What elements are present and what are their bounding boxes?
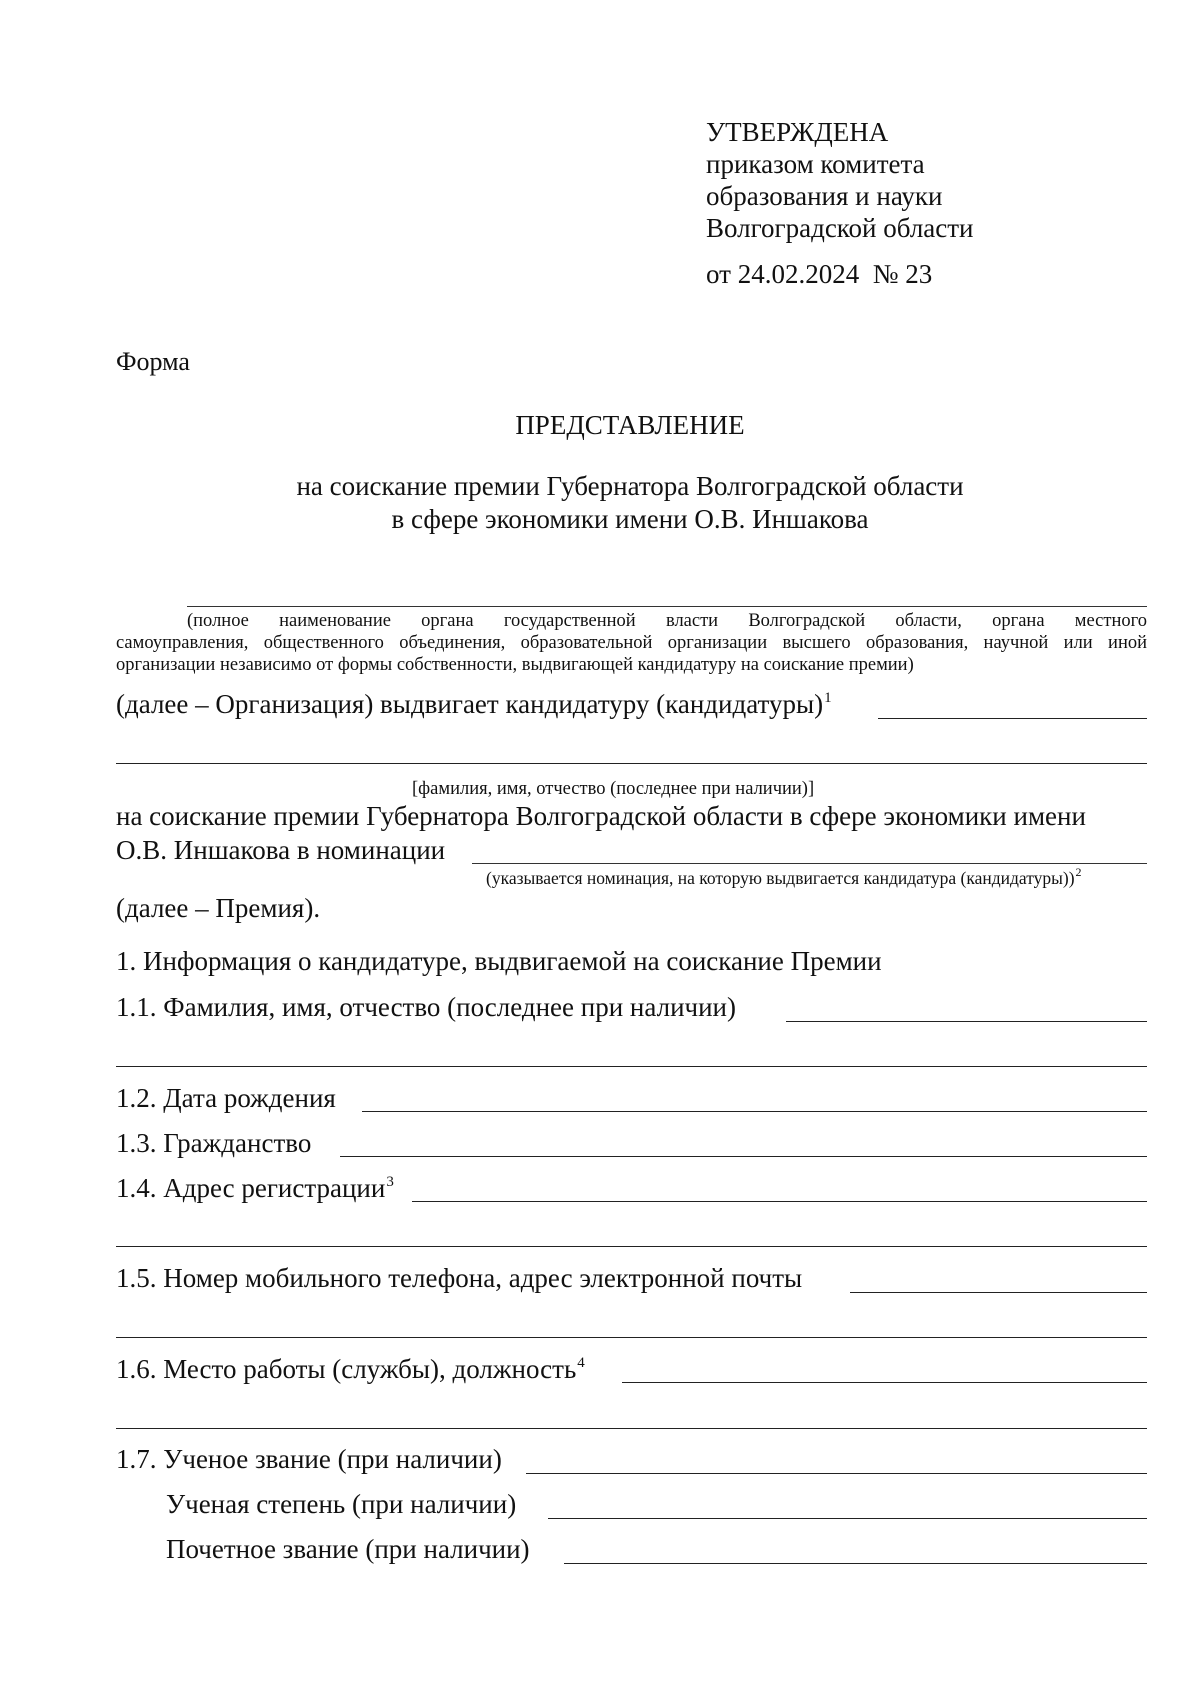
field-1-4-label: 1.4. Адрес регистрации$^3$ bbox=[116, 1173, 394, 1203]
field-1-7-label: 1.7. Ученое звание (при наличии) bbox=[116, 1444, 502, 1474]
field-1-2-line[interactable] bbox=[362, 1111, 1147, 1112]
field-1-6-line[interactable] bbox=[622, 1382, 1147, 1383]
document-title: ПРЕДСТАВЛЕНИЕ bbox=[515, 410, 745, 440]
nomination-line bbox=[472, 863, 1147, 864]
footnote-marker: 4 bbox=[577, 1355, 585, 1371]
field-1-5-label: 1.5. Номер мобильного телефона, адрес электронной почты bbox=[116, 1263, 803, 1293]
field-1-6-label: 1.6. Место работы (службы), должность$^4$ bbox=[116, 1354, 585, 1384]
organization-hint-line2: самоуправления, общественного объединения, образовательной организации высшего образования, научной или иной bbox=[116, 633, 1147, 653]
field-1-7-line[interactable] bbox=[526, 1473, 1147, 1474]
field-1-5-line[interactable] bbox=[850, 1292, 1147, 1293]
field-1-1-line[interactable] bbox=[786, 1021, 1147, 1022]
section-1-heading: 1. Информация о кандидатуре, выдвигаемой на соискание Премии bbox=[116, 946, 882, 976]
field-1-3-label: 1.3. Гражданство bbox=[116, 1128, 312, 1158]
field-1-6-line-2[interactable] bbox=[116, 1428, 1147, 1429]
nominates-text: (далее – Организация) выдвигает кандидатуру (кандидатуры)$^1$ bbox=[116, 689, 832, 719]
field-1-7c-line[interactable] bbox=[564, 1563, 1147, 1564]
organization-hint-line3: организации независимо от формы собственности, выдвигающей кандидатуру на соискание премии) bbox=[116, 655, 914, 675]
approval-date-number: от 24.02.2024 № 23 bbox=[706, 259, 933, 289]
prize-line1: на соискание премии Губернатора Волгоградской области в сфере экономики имени bbox=[116, 801, 1086, 831]
candidate-line bbox=[878, 718, 1147, 719]
field-1-4-line[interactable] bbox=[412, 1201, 1147, 1202]
approval-line: образования и науки bbox=[706, 181, 943, 211]
footnote-marker: 1 bbox=[824, 690, 832, 706]
form-label: Форма bbox=[116, 347, 190, 376]
field-1-7b-line[interactable] bbox=[548, 1518, 1147, 1519]
field-1-1-line-2[interactable] bbox=[116, 1066, 1147, 1067]
prize-line3: (далее – Премия). bbox=[116, 893, 321, 923]
field-1-7c-label: Почетное звание (при наличии) bbox=[166, 1534, 530, 1564]
nomination-hint: (указывается номинация, на которую выдвигается кандидатура (кандидатуры))$^2$ bbox=[486, 865, 1082, 888]
organization-name-line bbox=[187, 606, 1147, 607]
footnote-marker: 3 bbox=[386, 1174, 394, 1190]
footnote-marker: 2 bbox=[1075, 865, 1082, 879]
document-subtitle-line2: в сфере экономики имени О.В. Иншакова bbox=[391, 504, 869, 534]
field-1-3-line[interactable] bbox=[340, 1156, 1147, 1157]
approval-line: приказом комитета bbox=[706, 149, 925, 179]
field-1-5-line-2[interactable] bbox=[116, 1337, 1147, 1338]
fio-hint: [фамилия, имя, отчество (последнее при наличии)] bbox=[412, 779, 815, 799]
field-1-7b-label: Ученая степень (при наличии) bbox=[166, 1489, 517, 1519]
approval-heading: УТВЕРЖДЕНА bbox=[706, 117, 889, 147]
approval-line: Волгоградской области bbox=[706, 213, 974, 243]
field-1-4-line-2[interactable] bbox=[116, 1246, 1147, 1247]
document-subtitle-line1: на соискание премии Губернатора Волгоградской области bbox=[296, 471, 964, 501]
field-1-2-label: 1.2. Дата рождения bbox=[116, 1083, 336, 1113]
candidate-line-2 bbox=[116, 763, 1147, 764]
organization-hint-line1: (полное наименование органа государственной власти Волгоградской области, органа местного bbox=[187, 611, 1147, 631]
prize-line2: О.В. Иншакова в номинации bbox=[116, 835, 446, 865]
field-1-1-label: 1.1. Фамилия, имя, отчество (последнее при наличии) bbox=[116, 992, 736, 1022]
